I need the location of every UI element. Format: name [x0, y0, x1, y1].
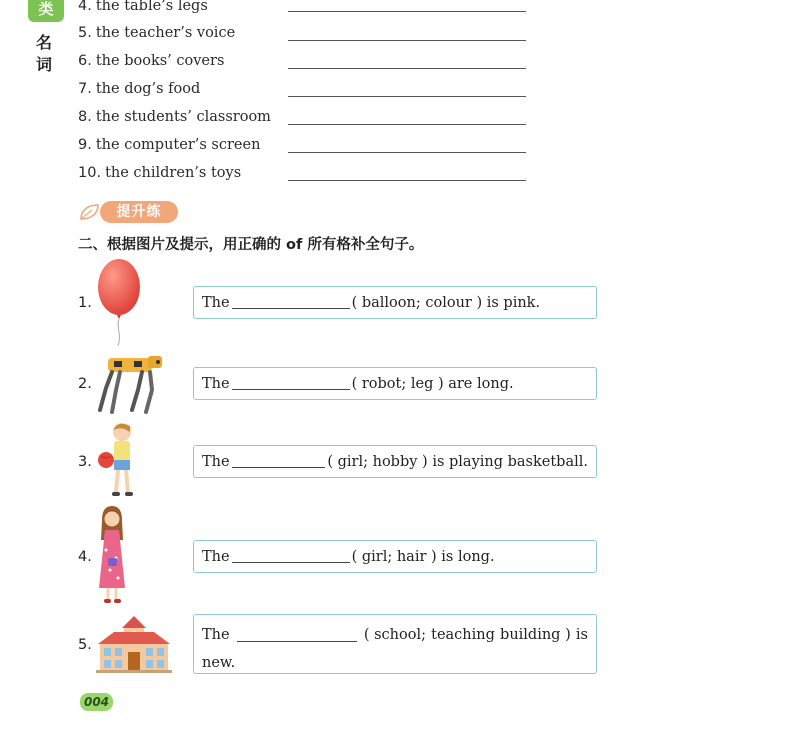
answer-line-5[interactable] — [288, 40, 526, 41]
item-text: the computer’s screen — [95, 137, 261, 153]
hint-part-2: teaching — [431, 627, 495, 643]
question-number-2: 2. — [78, 376, 92, 392]
hint-text: ( girl; hobby ) — [327, 453, 428, 470]
sentence-line-2: new. — [202, 655, 236, 671]
item-number: 4. — [78, 0, 92, 14]
answer-box-1[interactable] — [193, 286, 597, 319]
question-number-3: 3. — [78, 454, 92, 470]
exercise-item-7 — [78, 80, 200, 98]
item-number: 7. — [78, 81, 92, 97]
section-badge-label: 提升练 — [100, 201, 178, 223]
question-number-4: 4. — [78, 549, 92, 565]
answer-blank-4[interactable] — [232, 550, 350, 563]
hint-part-3: building ) — [500, 627, 571, 643]
exercise-item-9 — [78, 136, 260, 154]
balloon-icon — [96, 258, 144, 348]
item-number: 10. — [78, 165, 102, 181]
exercise-item-6 — [78, 52, 224, 70]
answer-blank-3[interactable] — [232, 455, 326, 468]
answer-blank-1[interactable] — [232, 296, 350, 309]
item-text: the dog’s food — [95, 81, 201, 97]
exercise-instruction: 二、根据图片及提示，用正确的 of 所有格补全句子。 — [78, 237, 424, 253]
sentence-end: is pink. — [486, 294, 541, 311]
hint-part-4: is — [575, 627, 588, 643]
answer-box-2[interactable] — [193, 367, 597, 400]
question-number-5: 5. — [78, 637, 92, 653]
answer-line-7[interactable] — [288, 96, 526, 97]
chapter-char-1: 名 — [35, 33, 52, 52]
sentence-line-1 — [202, 621, 588, 649]
answer-blank-5[interactable] — [237, 629, 357, 642]
exercise-item-4 — [78, 0, 208, 15]
hint-text: ( robot; leg ) — [351, 375, 444, 392]
item-text: the students’ classroom — [95, 109, 271, 125]
sentence-start: The — [202, 375, 230, 392]
sentence-end: is long. — [441, 548, 495, 565]
answer-box-5[interactable] — [193, 614, 597, 674]
sentence-start: The — [202, 294, 230, 311]
item-text: the table’s legs — [95, 0, 208, 14]
section-badge — [78, 201, 178, 223]
girl-in-dress-icon — [96, 506, 128, 604]
exercise-item-5 — [78, 24, 235, 42]
item-number: 8. — [78, 109, 92, 125]
item-number: 9. — [78, 137, 92, 153]
answer-line-9[interactable] — [288, 152, 526, 153]
boy-with-ball-icon — [96, 420, 142, 500]
hint-text: ( girl; hair ) — [351, 548, 437, 565]
chapter-tab — [28, 0, 64, 22]
answer-line-6[interactable] — [288, 68, 526, 69]
exercise-item-10 — [78, 164, 241, 182]
sentence-end: is playing basketball. — [432, 453, 588, 470]
hint-text: ( balloon; colour ) — [351, 294, 483, 311]
answer-line-4[interactable] — [288, 11, 526, 12]
item-number: 5. — [78, 25, 92, 41]
exercise-item-8 — [78, 108, 271, 126]
school-building-icon — [96, 614, 172, 674]
sentence-start: The — [202, 627, 230, 643]
chapter-tab-label: 类 — [38, 0, 54, 18]
sentence-start: The — [202, 453, 230, 470]
chapter-char-2: 词 — [35, 55, 52, 74]
answer-blank-2[interactable] — [232, 377, 350, 390]
answer-line-8[interactable] — [288, 124, 526, 125]
answer-box-4[interactable] — [193, 540, 597, 573]
sentence-end: are long. — [448, 375, 514, 392]
item-number: 6. — [78, 53, 92, 69]
sentence-start: The — [202, 548, 230, 565]
item-text: the books’ covers — [95, 53, 225, 69]
answer-line-10[interactable] — [288, 180, 526, 181]
page-number: 004 — [80, 693, 113, 711]
question-number-1: 1. — [78, 295, 92, 311]
hint-part-1: ( school; — [363, 627, 426, 643]
answer-box-3[interactable] — [193, 445, 597, 478]
item-text: the children’s toys — [105, 165, 242, 181]
item-text: the teacher’s voice — [95, 25, 236, 41]
robot-dog-icon — [96, 350, 166, 414]
